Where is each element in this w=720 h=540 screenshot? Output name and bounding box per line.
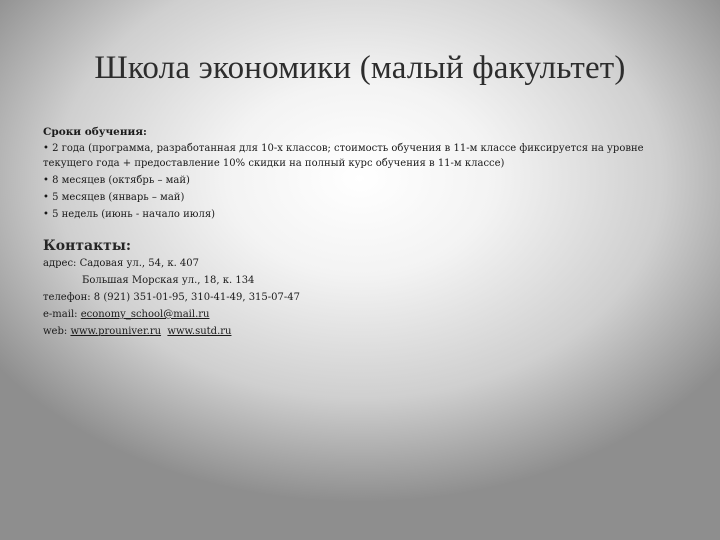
email-line [43, 306, 683, 323]
study-term-item: • 8 месяцев (октябрь – май) [43, 175, 190, 186]
address-value-2: Большая Морская ул., 18, к. 134 [82, 275, 255, 286]
study-term-item: • 5 месяцев (январь – май) [43, 192, 185, 203]
study-terms-list [43, 141, 683, 222]
email-link[interactable]: economy_school@mail.ru [80, 309, 210, 320]
phone-line: телефон: 8 (921) 351-01-95, 310-41-49, 315-07-47 [43, 292, 300, 303]
study-term-item: • 2 года (программа, разработанная для 10-х классов; стоимость обучения в 11-м классе фиксируется на уровне текущего года + предоставление 10% скидки на полный курс обучения в 11-м классе) [43, 143, 644, 169]
email-label: e-mail: [43, 309, 81, 320]
web-label: web: [43, 326, 71, 337]
address-value-1: Садовая ул., 54, к. 407 [79, 258, 200, 269]
study-term-item: • 5 недель (июнь - начало июля) [43, 209, 216, 220]
slide-title: Школа экономики (малый факультет) [94, 50, 626, 86]
address-line-2 [43, 272, 683, 289]
contacts-heading: Контакты: [43, 238, 132, 254]
web-line [43, 323, 683, 340]
address-label: адрес: [43, 258, 80, 269]
web-link-sutd[interactable]: www.sutd.ru [167, 326, 232, 337]
address-line [43, 255, 683, 272]
study-terms-heading: Сроки обучения: [43, 126, 147, 138]
web-link-prouniver[interactable]: www.prouniver.ru [70, 326, 162, 337]
slide-content [43, 124, 683, 340]
